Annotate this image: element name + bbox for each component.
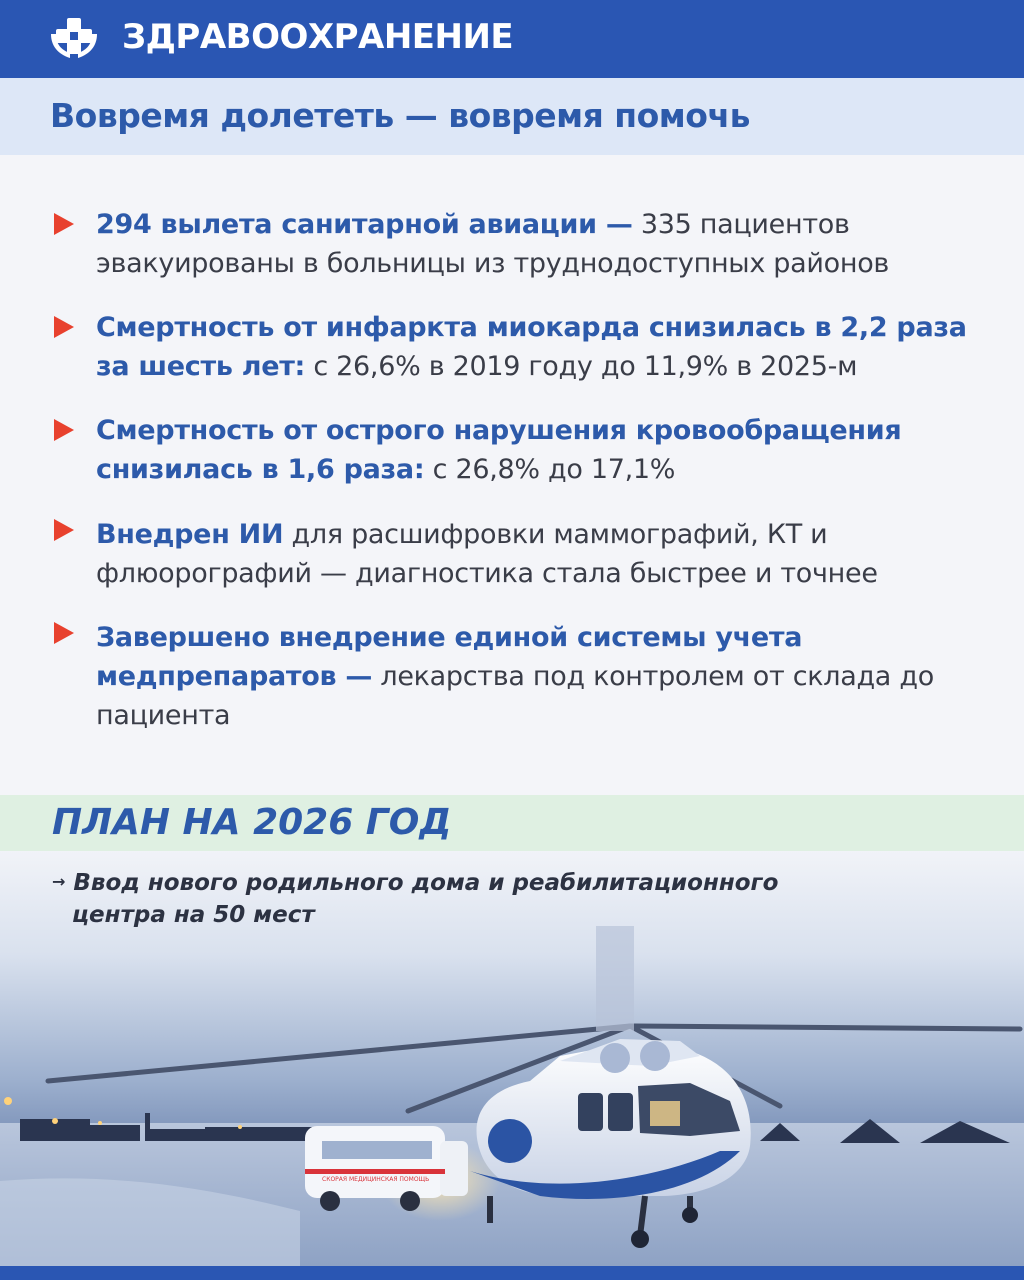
red-triangle-icon <box>54 213 74 235</box>
plan-title: ПЛАН НА 2026 ГОД <box>52 802 452 843</box>
header-bar <box>0 0 1024 78</box>
list-item-text: Смертность от острого нарушения кровообращения снизилась в 1,6 раза: с 26,8% до 17,1% <box>96 415 902 485</box>
plan-item-line2: центра на 50 мест <box>72 902 315 928</box>
plan-banner <box>0 795 1024 851</box>
list-item-text: Завершено внедрение единой системы учета медпрепаратов — лекарства под контролем от склада до пациента <box>96 622 934 731</box>
list-item-text: 294 вылета санитарной авиации — 335 пациентов эвакуированы в больницы из труднодоступных районов <box>96 209 890 279</box>
svg-text:СКОРАЯ МЕДИЦИНСКАЯ ПОМОЩЬ: СКОРАЯ МЕДИЦИНСКАЯ ПОМОЩЬ <box>322 1176 430 1183</box>
bottom-bar <box>0 1266 1024 1280</box>
subheader <box>0 78 1024 155</box>
red-triangle-icon <box>54 316 74 338</box>
list-item-text: Внедрен ИИ для расшифровки маммографий, КТ и флюорографий — диагностика стала быстрее и точнее <box>96 519 878 589</box>
plan-item-line1: Ввод нового родильного дома и реабилитационного <box>73 870 779 896</box>
list-item-text: Смертность от инфаркта миокарда снизилась в 2,2 раза за шесть лет: с 26,6% в 2019 году до 11,9% в 2025-м <box>96 312 967 382</box>
achievements-list <box>0 155 1024 795</box>
red-triangle-icon <box>54 622 74 644</box>
medical-hands-cross-icon <box>48 16 100 60</box>
section-title: ЗДРАВООХРАНЕНИЕ <box>122 17 514 57</box>
arrow-right-icon: → <box>52 872 66 891</box>
red-triangle-icon <box>54 519 74 541</box>
headline: Вовремя долететь — вовремя помочь <box>50 96 750 135</box>
plan-item <box>52 868 952 930</box>
red-triangle-icon <box>54 419 74 441</box>
